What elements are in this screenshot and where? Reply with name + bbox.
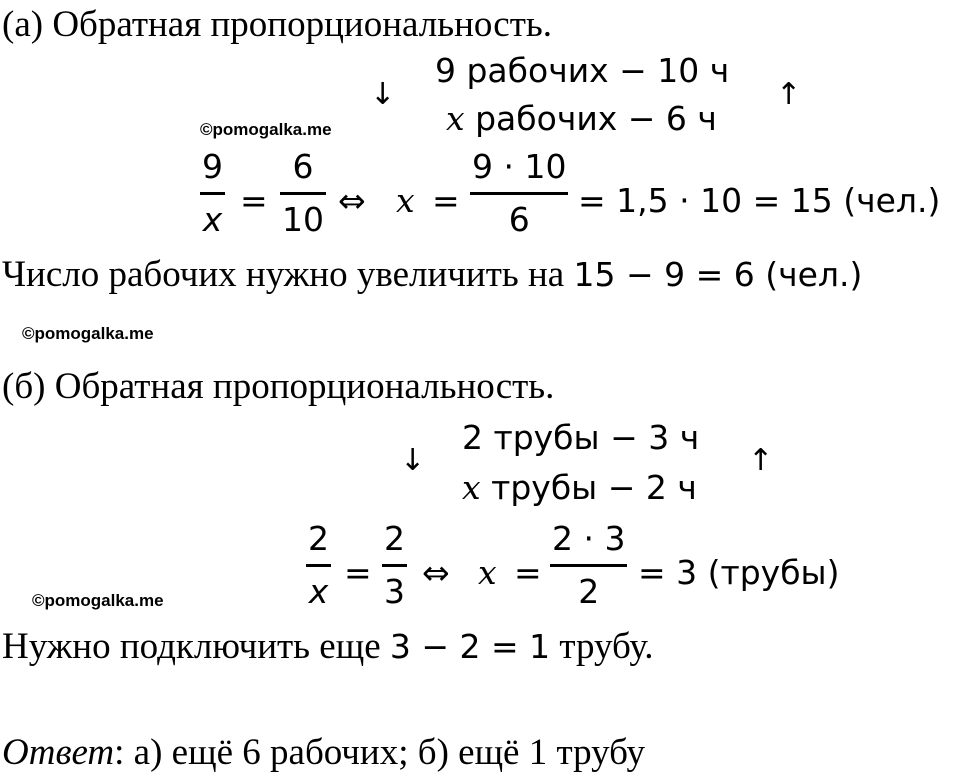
part-a-heading: (а) Обратная пропорциональность. [2,4,553,45]
answer-line: Ответ: а) ещё 6 рабочих; б) ещё 1 трубу [2,732,646,773]
fraction-9-over-x: 9 x [202,147,223,239]
proportion-row-1: 9 рабочих − 10 ч [435,51,730,90]
equation-result: = 3 (трубы) [638,553,840,592]
variable-x: x [396,181,415,220]
iff-sign: ⇔ [338,181,366,220]
part-b-conclusion: Нужно подключить еще 3 − 2 = 1 трубу. [2,626,654,667]
equals-sign: = [514,553,542,592]
variable-x: x [478,553,497,592]
part-b-heading: (б) Обратная пропорциональность. [2,366,555,407]
equals-sign: = [344,553,372,592]
variable-x: x [446,99,465,138]
fraction-6-over-10: 6 10 [282,147,324,239]
variable-x: x [462,468,481,507]
equals-sign: = [432,181,460,220]
proportion-row-2: x трубы − 2 ч [462,468,697,507]
equation-result: = 1,5 · 10 = 15 (чел.) [578,181,941,220]
fraction-2-over-x: 2 x [308,519,329,611]
arrow-up-icon: ↑ [776,77,802,112]
part-a-conclusion: Число рабочих нужно увеличить на 15 − 9 = 6 (чел.) [2,254,863,295]
fraction-9x10-over-6: 9 · 10 6 [472,147,567,239]
fraction-2x3-over-2: 2 · 3 2 [552,519,626,611]
iff-sign: ⇔ [422,553,450,592]
fraction-2-over-3: 2 3 [384,519,405,611]
arrow-down-icon: ↓ [370,77,396,112]
watermark: ©pomogalka.me [22,324,154,343]
arrow-up-icon: ↑ [748,443,774,478]
watermark: ©pomogalka.me [200,120,332,139]
proportion-row-2: x рабочих − 6 ч [446,99,717,138]
equals-sign: = [240,181,268,220]
arrow-down-icon: ↓ [400,443,426,478]
watermark: ©pomogalka.me [32,591,164,610]
proportion-row-1: 2 трубы − 3 ч [462,418,700,457]
answer-label: Ответ [2,732,115,773]
